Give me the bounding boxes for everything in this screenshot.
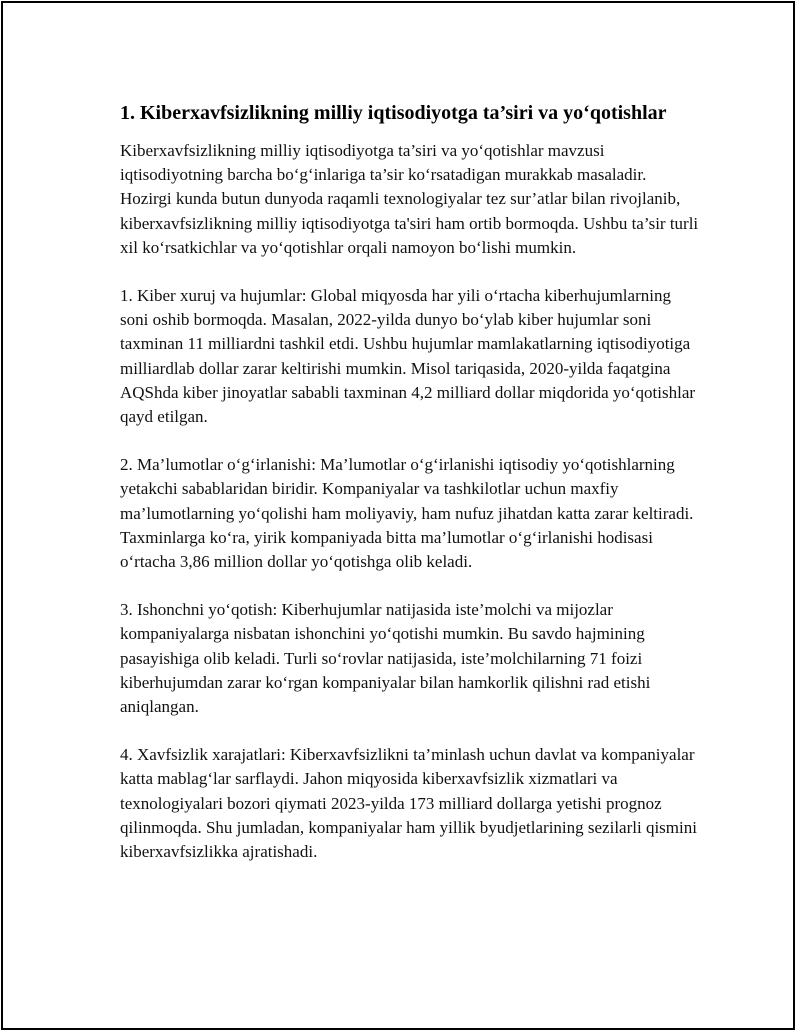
paragraph-trust-loss: 3. Ishonchni yo‘qotish: Kiberhujumlar natijasida iste’molchi va mijozlar kompaniyalarga nisbatan ishonchini yo‘qotishi mumkin. Bu savdo hajmining pasayishiga olib keladi. Turli so‘rovlar natijasida, iste’molchilarning 71 foizi kiberhujumdan zarar ko‘rgan kompaniyalar bilan hamkorlik qilishni rad etishi aniqlangan.	[120, 600, 651, 717]
paragraph-cyber-attacks: 1. Kiber xuruj va hujumlar: Global miqyosda har yili o‘rtacha kiberhujumlarning soni oshib bormoqda. Masalan, 2022-yilda dunyo bo‘ylab kiber hujumlar soni taxminan 11 milliardni tashkil etdi. Ushbu hujumlar mamlakatlarning iqtisodiyotiga milliardlab dollar zarar keltirishi mumkin. Misol tariqasida, 2020-yilda faqatgina AQShda kiber jinoyatlar sababli taxminan 4,2 milliard dollar miqdorida yo‘qotishlar qayd etilgan.	[120, 286, 696, 427]
document-body	[120, 100, 700, 888]
document-page	[1, 1, 795, 1030]
paragraph-security-costs: 4. Xavfsizlik xarajatlari: Kiberxavfsizlikni ta’minlash uchun davlat va kompaniyalar katta mablag‘lar sarflaydi. Jahon miqyosida kiberxavfsizlik xizmatlari va texnologiyalari bozori qiymati 2023-yilda 173 milliard dollarga yetishi prognoz qilinmoqda. Shu jumladan, kompaniyalar ham yillik byudjetlarining sezilarli qismini kiberxavfsizlikka ajratishadi.	[120, 745, 697, 862]
paragraph-intro: Kiberxavfsizlikning milliy iqtisodiyotga ta’siri va yo‘qotishlar mavzusi iqtisodiyotning barcha bo‘g‘inlariga ta’sir ko‘rsatadigan murakkab masaladir. Hozirgi kunda butun dunyoda raqamli texnologiyalar tez sur’atlar bilan rivojlanib, kiberxavfsizlikning milliy iqtisodiyotga ta'siri ham ortib bormoqda. Ushbu ta’sir turli xil ko‘rsatkichlar va yo‘qotishlar orqali namoyon bo‘lishi mumkin.	[120, 141, 699, 257]
section-title: 1. Kiberxavfsizlikning milliy iqtisodiyotga ta’siri va yo‘qotishlar	[120, 102, 667, 124]
paragraph-data-theft: 2. Ma’lumotlar o‘g‘irlanishi: Ma’lumotlar o‘g‘irlanishi iqtisodiy yo‘qotishlarning yetakchi sabablaridan biridir. Kompaniyalar va tashkilotlar uchun maxfiy ma’lumotlarning yo‘qolishi ham moliyaviy, ham nufuz jihatdan katta zarar keltiradi. Taxminlarga ko‘ra, yirik kompaniyada bitta ma’lumotlar o‘g‘irlanishi hodisasi o‘rtacha 3,86 million dollar yo‘qotishga olib keladi.	[120, 455, 694, 572]
